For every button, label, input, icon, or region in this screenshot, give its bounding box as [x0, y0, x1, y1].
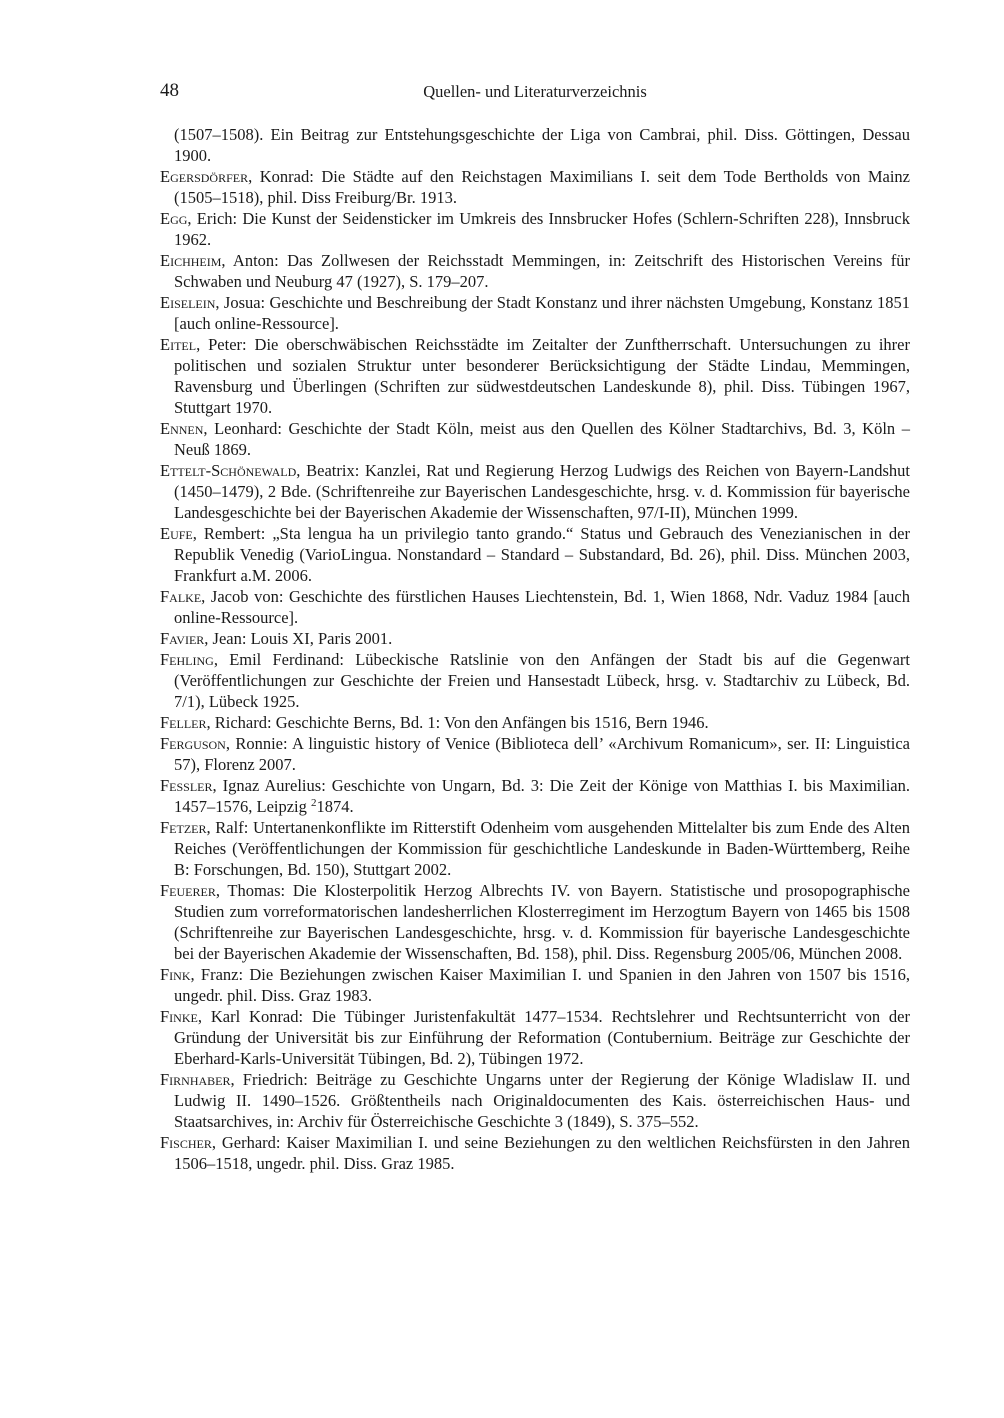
author-surname: Favier — [160, 629, 205, 648]
entry-text: , Friedrich: Beiträge zu Geschichte Ungarns unter der Regierung der Könige Wladislaw II. und Ludwig II. 1490–1526. Größtentheils nach Originaldocumenten des Kais. österreichischen Haus- und Staatsarchives, in: Archiv für Österreichische Geschichte 3 (1849), S. 375–552. — [174, 1070, 910, 1131]
bibliography-entry — [160, 334, 910, 418]
author-surname: Fischer — [160, 1133, 212, 1152]
author-surname: Feuerer — [160, 881, 216, 900]
entry-text: , Konrad: Die Städte auf den Reichstagen Maximilians I. seit dem Tode Bertholds von Mainz (1505–1518), phil. Diss Freiburg/Br. 1913. — [174, 167, 910, 207]
entry-text: , Leonhard: Geschichte der Stadt Köln, meist aus den Quellen des Kölner Stadtarchivs, Bd. 3, Köln – Neuß 1869. — [174, 419, 910, 459]
author-surname: Fehling — [160, 650, 214, 669]
bibliography-entry — [160, 649, 910, 712]
author-surname: Fink — [160, 965, 191, 984]
author-surname: Eufe — [160, 524, 193, 543]
bibliography-entry — [160, 292, 910, 334]
bibliography-entry — [160, 586, 910, 628]
page-header — [160, 80, 910, 110]
bibliography-entry — [160, 712, 910, 733]
author-surname: Eitel — [160, 335, 197, 354]
entry-text: , Anton: Das Zollwesen der Reichsstadt Memmingen, in: Zeitschrift des Historischen Vereins für Schwaben und Neuburg 47 (1927), S. 179–207. — [174, 251, 910, 291]
author-surname: Egg — [160, 209, 188, 228]
entry-text: , Peter: Die oberschwäbischen Reichsstädte im Zeitalter der Zunftherrschaft. Untersuchungen zu ihrer politischen und sozialen Struktur unter besonderer Berücksichtigung der Städte Lindau, Memmingen, Ravensburg und Überlingen (Schriften zur südwestdeutschen Landeskunde 8), phil. Diss. Tübingen 1967, Stuttgart 1970. — [174, 335, 910, 417]
author-surname: Fessler — [160, 776, 213, 795]
entry-text: , Jacob von: Geschichte des fürstlichen Hauses Liechtenstein, Bd. 1, Wien 1868, Ndr. Vaduz 1984 [auch online-Ressource]. — [174, 587, 910, 627]
author-surname: Ferguson — [160, 734, 226, 753]
bibliography-entry — [160, 964, 910, 1006]
entry-text: , Thomas: Die Klosterpolitik Herzog Albrechts IV. von Bayern. Statistische und prosopographische Studien zum vorreformatorischen landesherrlichen Klosterregiment im Herzogtum Bayern von 1465 bis 1508 (Schriftenreihe zur Bayerischen Landesgeschichte, hrsg. v. d. Kommission für bayerische Landesgeschichte bei der Bayerischen Akademie der Wissenschaften, Bd. 158), phil. Diss. Regensburg 2005/06, München 2008. — [174, 881, 910, 963]
running-title: Quellen- und Literaturverzeichnis — [423, 82, 647, 101]
entry-text: , Gerhard: Kaiser Maximilian I. und seine Beziehungen zu den weltlichen Reichsfürsten in den Jahren 1506–1518, ungedr. phil. Diss. Graz 1985. — [174, 1133, 910, 1173]
entry-text-end: 1874. — [316, 797, 354, 816]
bibliography-entry — [160, 1069, 910, 1132]
entry-text: , Ralf: Untertanenkonflikte im Ritterstift Odenheim vom ausgehenden Mittelalter bis zum Ende des Alten Reiches (Veröffentlichungen der Kommission für geschichtliche Landeskunde in Baden-Württemberg, Reihe B: Forschungen, Bd. 150), Stuttgart 2002. — [174, 818, 910, 879]
bibliography-entry — [160, 880, 910, 964]
bibliography-entry — [160, 1132, 910, 1174]
entry-text: , Richard: Geschichte Berns, Bd. 1: Von den Anfängen bis 1516, Bern 1946. — [206, 713, 709, 732]
author-surname: Eiselein — [160, 293, 216, 312]
author-surname: Egersdörfer — [160, 167, 249, 186]
author-surname: Falke — [160, 587, 202, 606]
bibliography-entry — [160, 775, 910, 817]
entry-text: , Rembert: „Sta lengua ha un privilegio tanto grando.“ Status und Gebrauch des Venezianischen in der Republik Venedig (VarioLingua. Nonstandard – Standard – Substandard, Bd. 26), phil. Diss. München 2003, Frankfurt a.M. 2006. — [174, 524, 910, 585]
entry-text: , Ignaz Aurelius: Geschichte von Ungarn, Bd. 3: Die Zeit der Könige von Matthias I. bis Maximilian. 1457–1576, Leipzig — [174, 776, 910, 816]
bibliography-entry — [160, 733, 910, 775]
edition-superscript: 2 — [311, 797, 317, 809]
entry-text: , Jean: Louis XI, Paris 2001. — [204, 629, 393, 648]
bibliography-entry — [160, 166, 910, 208]
entry-text: , Emil Ferdinand: Lübeckische Ratslinie von den Anfängen der Stadt bis auf die Gegenwart (Veröffentlichungen zur Geschichte der Freien und Hansestadt Lübeck, hrsg. v. Stadtarchiv zu Lübeck, Bd. 7/1), Lübeck 1925. — [174, 650, 910, 711]
bibliography-entry — [160, 418, 910, 460]
author-surname: Eichheim — [160, 251, 222, 270]
entry-text: , Beatrix: Kanzlei, Rat und Regierung Herzog Ludwigs des Reichen von Bayern-Landshut (1450–1479), 2 Bde. (Schriftenreihe zur Bayerischen Landesgeschichte, hrsg. v. d. Kommission für bayerische Landesgeschichte bei der Bayerischen Akademie der Wissenschaften, 97/I-II), München 1999. — [174, 461, 910, 522]
bibliography-entries — [160, 166, 910, 1174]
author-surname: Firnhaber — [160, 1070, 231, 1089]
entry-text: , Karl Konrad: Die Tübinger Juristenfakultät 1477–1534. Rechtslehrer und Rechtsunterricht von der Gründung der Universität bis zur Einführung der Reformation (Contubernium. Beiträge zur Geschichte der Eberhard-Karls-Universität Tübingen, Bd. 2), Tübingen 1972. — [174, 1007, 910, 1068]
author-surname: Ennen — [160, 419, 204, 438]
bibliography-continuation: (1507–1508). Ein Beitrag zur Entstehungsgeschichte der Liga von Cambrai, phil. Diss. Göttingen, Dessau 1900. — [174, 125, 910, 165]
bibliography-entry — [160, 460, 910, 523]
entry-text: , Erich: Die Kunst der Seidensticker im Umkreis des Innsbrucker Hofes (Schlern-Schriften 228), Innsbruck 1962. — [174, 209, 910, 249]
author-surname: Ettelt-Schönewald — [160, 461, 297, 480]
bibliography-entry — [160, 1006, 910, 1069]
bibliography-entry — [160, 208, 910, 250]
entry-text: , Josua: Geschichte und Beschreibung der Stadt Konstanz und ihrer nächsten Umgebung, Konstanz 1851 [auch online-Ressource]. — [174, 293, 910, 333]
entry-text: , Franz: Die Beziehungen zwischen Kaiser Maximilian I. und Spanien in den Jahren von 1507 bis 1516, ungedr. phil. Diss. Graz 1983. — [174, 965, 910, 1005]
bibliography-entry — [160, 628, 910, 649]
entry-text: , Ronnie: A linguistic history of Venice (Biblioteca dell’ «Archivum Romanicum», ser. II: Linguistica 57), Florenz 2007. — [174, 734, 910, 774]
bibliography-entry — [160, 523, 910, 586]
author-surname: Fetzer — [160, 818, 207, 837]
author-surname: Finke — [160, 1007, 198, 1026]
page-number: 48 — [160, 80, 179, 101]
bibliography-entry — [160, 817, 910, 880]
bibliography-list — [160, 124, 910, 1174]
author-surname: Feller — [160, 713, 207, 732]
bibliography-entry — [160, 250, 910, 292]
